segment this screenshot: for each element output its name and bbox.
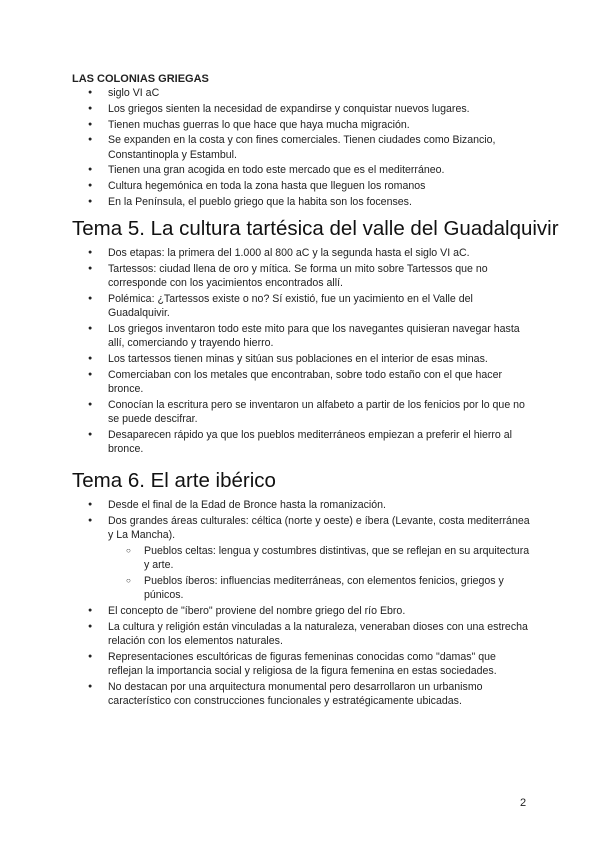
list-item: ● Comerciaban con los metales que encontraban, sobre todo estaño con el que hacer bronce. (72, 368, 532, 396)
arte-iberico-list (72, 498, 532, 708)
list-item: ● Tienen muchas guerras lo que hace que haya mucha migración. (72, 118, 532, 132)
list-item: ● La cultura y religión están vinculadas a la naturaleza, veneraban dioses con una estrecha relación con los elementos naturales. (72, 620, 532, 648)
sub-list-item: ○ Pueblos celtas: lengua y costumbres distintivas, que se reflejan en su arquitectura y arte. (72, 544, 532, 572)
list-item: ● Se expanden en la costa y con fines comerciales. Tienen ciudades como Bizancio, Constantinopla y Estambul. (72, 133, 532, 161)
list-item: ● Polémica: ¿Tartessos existe o no? Sí existió, fue un yacimiento en el Valle del Guadalquivir. (72, 292, 532, 320)
list-item: ● Tienen una gran acogida en todo este mercado que es el mediterráneo. (72, 163, 532, 177)
list-item: ● siglo VI aC (72, 86, 532, 100)
list-item: ● Dos etapas: la primera del 1.000 al 800 aC y la segunda hasta el siglo VI aC. (72, 246, 532, 260)
sub-list-item: ○ Pueblos íberos: influencias mediterráneas, con elementos fenicios, griegos y púnicos. (72, 574, 532, 602)
list-item: ● Conocían la escritura pero se inventaron un alfabeto a partir de los fenicios por lo que no se puede descifrar. (72, 398, 532, 426)
heading-tema-6: Tema 6. El arte ibérico (72, 469, 276, 493)
list-item: ● Representaciones escultóricas de figuras femeninas conocidas como "damas" que reflejan la importancia social y religiosa de la figura femenina en estas sociedades. (72, 650, 532, 678)
list-item: ● Dos grandes áreas culturales: céltica (norte y oeste) e íbera (Levante, costa mediterránea y La Mancha). (72, 514, 532, 542)
tartessos-list (72, 246, 532, 456)
list-item: ● En la Península, el pueblo griego que la habita son los focenses. (72, 195, 532, 209)
list-item: ● Cultura hegemónica en toda la zona hasta que lleguen los romanos (72, 179, 532, 193)
list-item: ● Los griegos sienten la necesidad de expandirse y conquistar nuevos lugares. (72, 102, 532, 116)
colonias-list (72, 86, 532, 209)
list-item: ● Los tartessos tienen minas y sitúan sus poblaciones en el interior de esas minas. (72, 352, 532, 366)
list-item: ● No destacan por una arquitectura monumental pero desarrollaron un urbanismo característico con construcciones funcionales y estratégicamente ubicadas. (72, 680, 532, 708)
list-item: ● Desaparecen rápido ya que los pueblos mediterráneos empiezan a preferir el hierro al bronce. (72, 428, 532, 456)
list-item: ● El concepto de "íbero" proviene del nombre griego del río Ebro. (72, 604, 532, 618)
list-item: ● Los griegos inventaron todo este mito para que los navegantes quisieran navegar hasta allí, comerciando y trayendo hierro. (72, 322, 532, 350)
list-item: ● Tartessos: ciudad llena de oro y mítica. Se forma un mito sobre Tartessos que no corresponde con los yacimientos encontrados allí. (72, 262, 532, 290)
page-number: 2 (520, 797, 527, 809)
page-content (72, 73, 559, 710)
list-item: ● Desde el final de la Edad de Bronce hasta la romanización. (72, 498, 532, 512)
section-title-colonias-griegas: LAS COLONIAS GRIEGAS (72, 73, 209, 85)
heading-tema-5: Tema 5. La cultura tartésica del valle del Guadalquivir (72, 217, 559, 241)
